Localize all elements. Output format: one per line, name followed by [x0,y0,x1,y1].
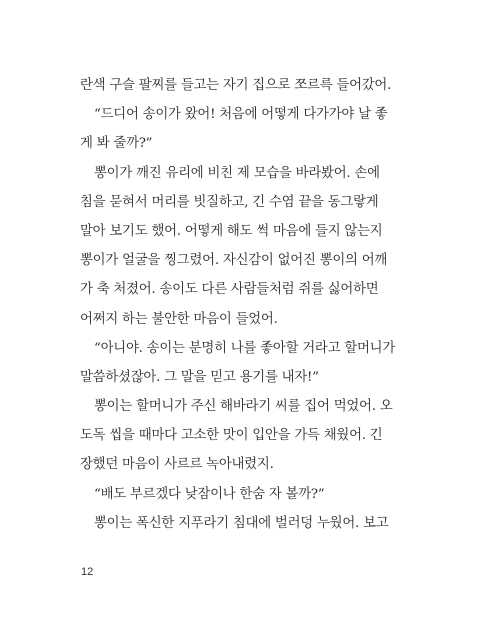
text-line: 뽕이가 얼굴을 찡그렸어. 자신감이 없어진 뽕이의 어깨 [80,253,388,269]
text-line: 뽕이가 깨진 유리에 비친 제 모습을 바라봤어. 손에 [94,165,380,181]
text-line: 게 봐 줄까?” [80,136,153,152]
text-line: 침을 묻혀서 머리를 빗질하고, 긴 수염 끝을 동그랗게 [80,194,379,210]
text-line: “아니야. 송이는 분명히 나를 좋아할 거라고 할머니가 [94,340,396,356]
text-line: “드디어 송이가 왔어! 처음에 어떻게 다가가야 날 좋 [94,107,388,123]
text-line: 말씀하셨잖아. 그 말을 믿고 용기를 내자!” [80,369,319,385]
text-line: 뽕이는 폭신한 지푸라기 침대에 벌러덩 누웠어. 보고 [94,515,389,531]
page-number: 12 [81,566,94,578]
text-line: 어쩌지 하는 불안한 마음이 들었어. [80,311,278,327]
text-line: 장했던 마음이 사르르 녹아내렸지. [80,457,274,473]
text-line: 뽕이는 할머니가 주신 해바라기 씨를 집어 먹었어. 오 [94,399,393,415]
text-line: 도독 씹을 때마다 고소한 맛이 입안을 가득 채웠어. 긴 [80,428,383,444]
body-text [80,71,420,538]
text-line: “배도 부르겠다 낮잠이나 한숨 자 볼까?” [94,486,325,502]
text-line: 말아 보기도 했어. 어떻게 해도 썩 마음에 들지 않는지 [80,223,383,239]
text-line: 란색 구슬 팔찌를 들고는 자기 집으로 쪼르륵 들어갔어. [80,78,392,93]
text-line: 가 축 처졌어. 송이도 다른 사람들처럼 쥐를 싫어하면 [80,282,379,298]
